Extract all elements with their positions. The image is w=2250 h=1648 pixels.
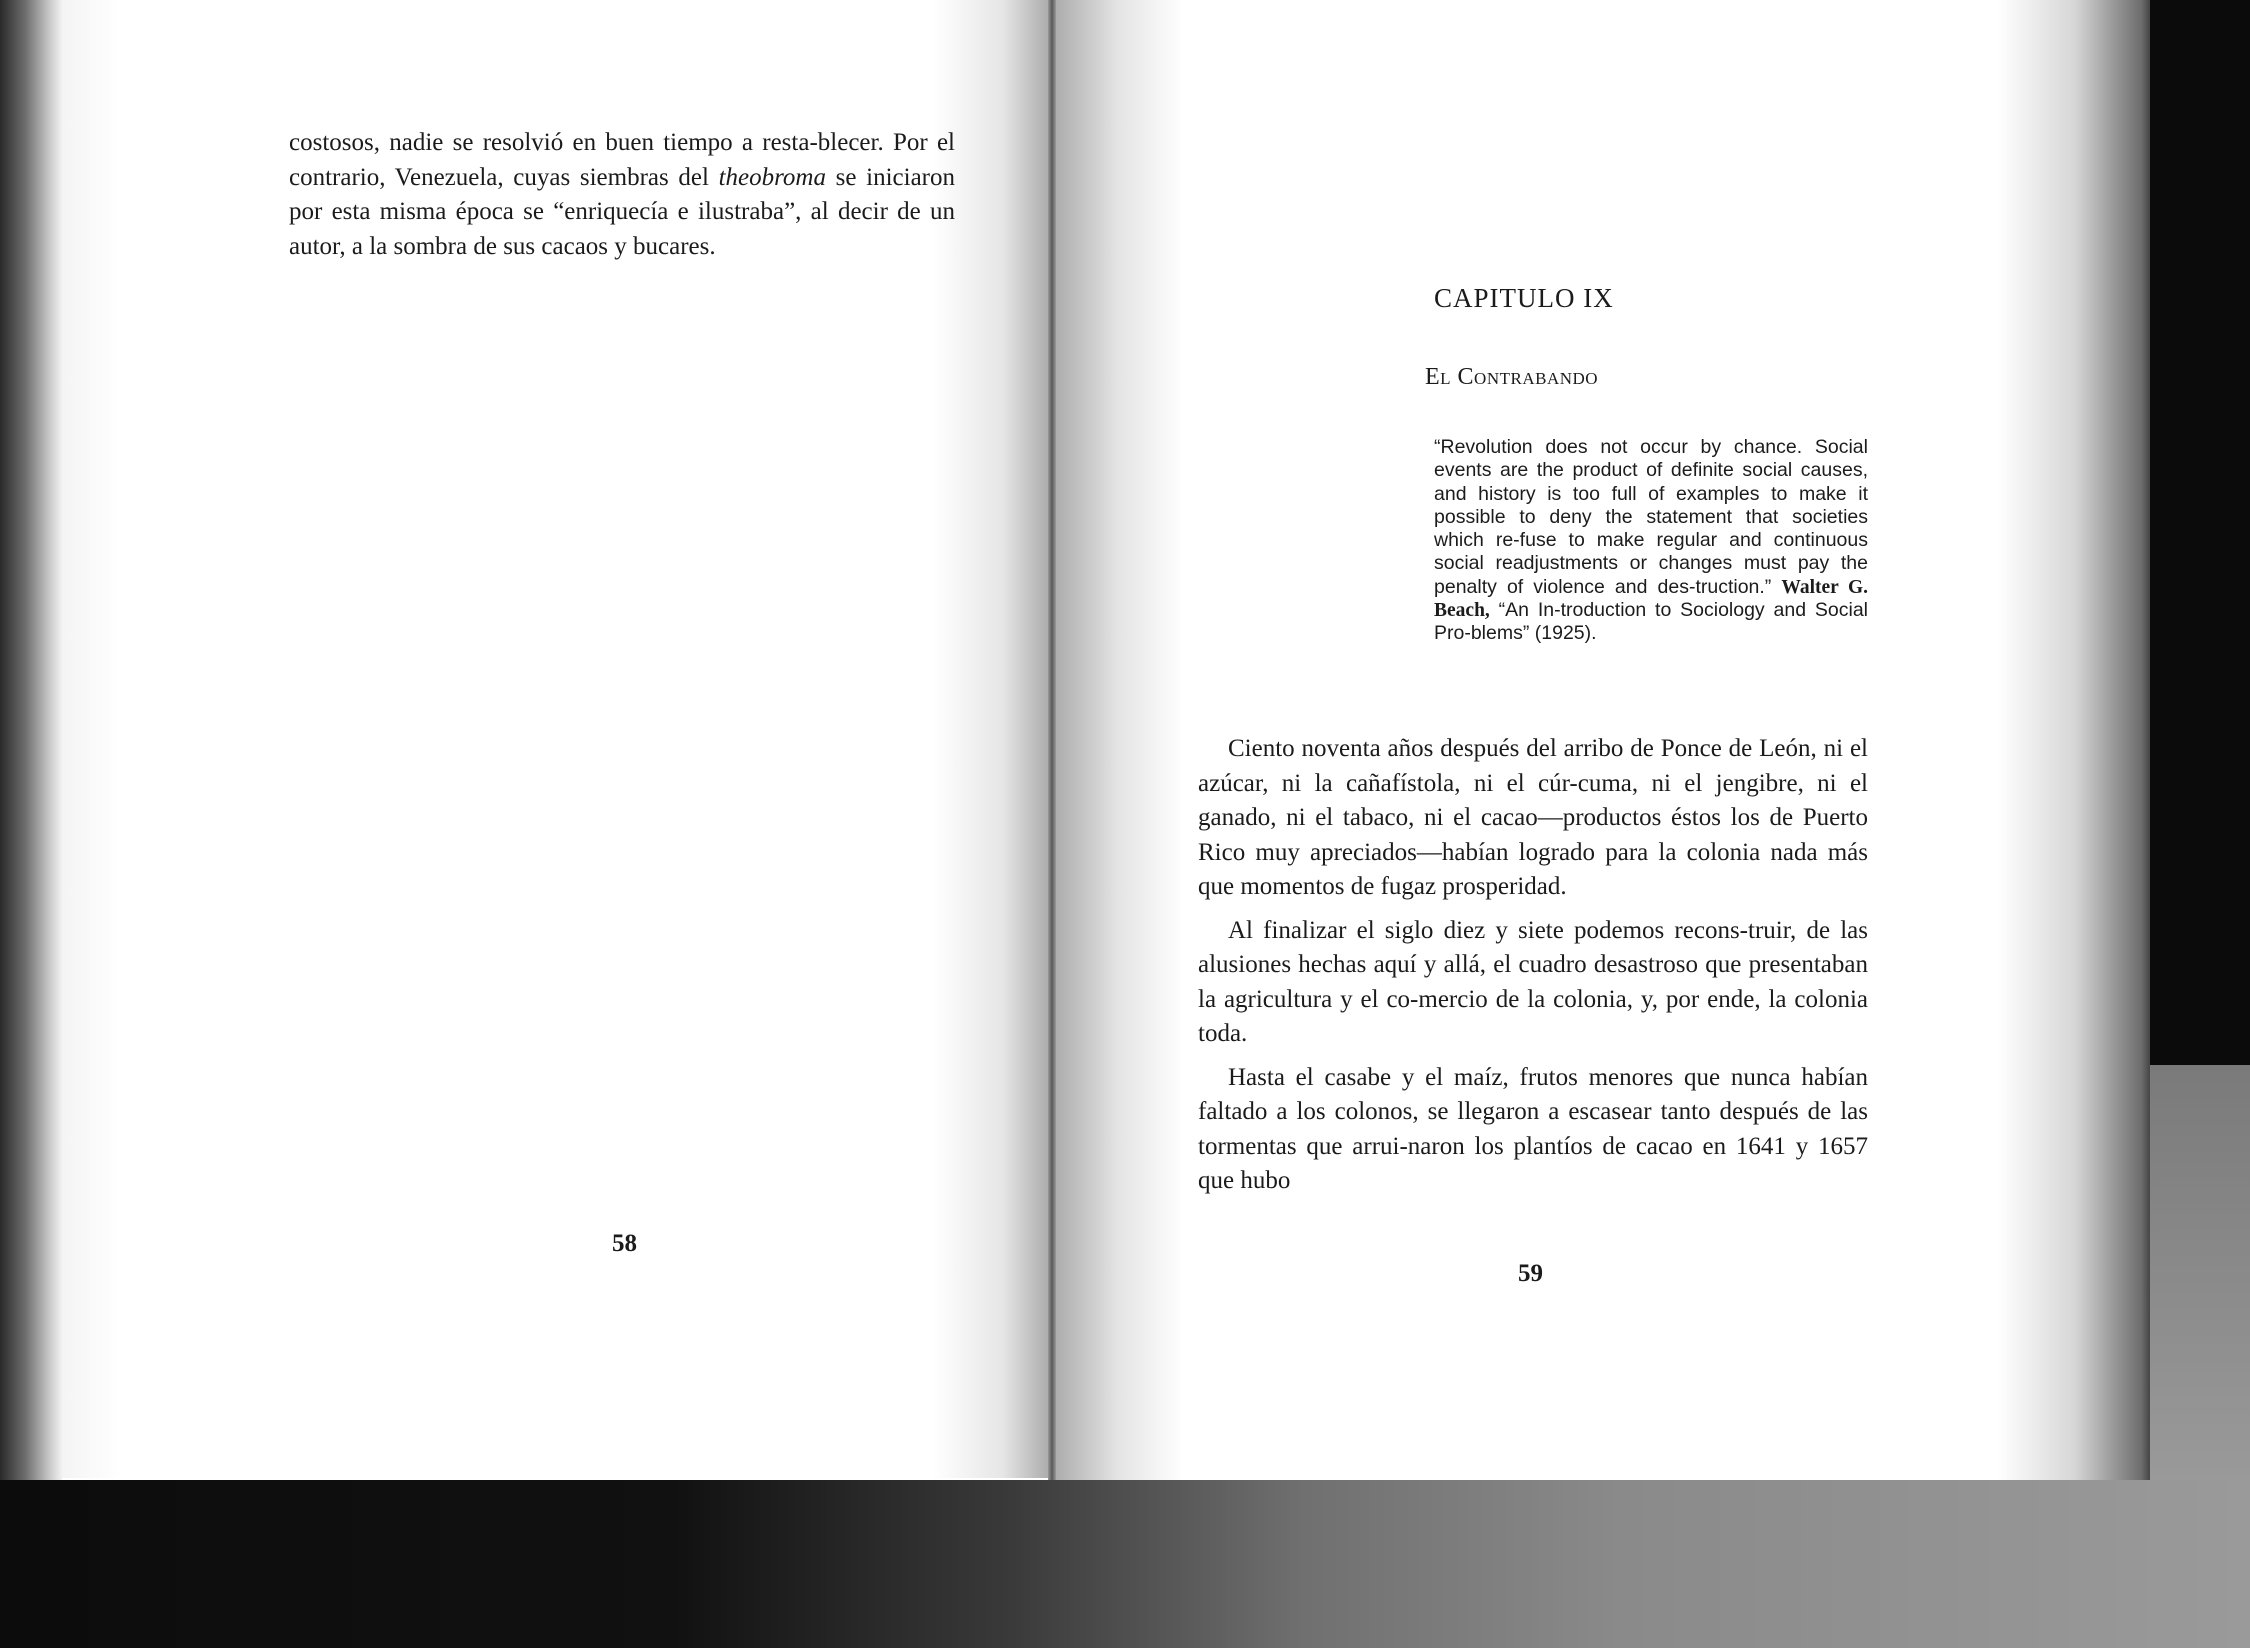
bottom-shadow <box>0 1480 2250 1648</box>
background-surface <box>2150 1065 2250 1485</box>
right-page-body <box>1198 732 1868 1208</box>
body-paragraph-3: Hasta el casabe y el maíz, frutos menores que nunca habían faltado a los colonos, se llegaron a escasear tanto después de las tormentas que arrui-naron los plantíos de cacao en 1641 y 1657 que hubo <box>1198 1063 1868 1194</box>
book-gutter <box>1048 0 1056 1495</box>
page-number-right: 59 <box>1518 1260 1543 1287</box>
body-paragraph-2: Al finalizar el siglo diez y siete podemos recons-truir, de las alusiones hechas aquí y allá, el cuadro desastroso que presentaban la agricultura y el co-mercio de la colonia, y, por ende, la colonia toda. <box>1198 916 1868 1047</box>
epigraph <box>1434 436 1868 646</box>
epigraph-quote: “Revolution does not occur by chance. Social events are the product of definite social causes, and history is too full of examples to make it possible to deny the statement that societies which re-fuse to make regular and continuous social readjustments or changes must pay the penalty of violence and des-truction.” <box>1434 436 1868 598</box>
body-paragraph-1: Ciento noventa años después del arribo de Ponce de León, ni el azúcar, ni la cañafístola, ni el cúr-cuma, ni el jengibre, ni el ganado, ni el tabaco, ni el cacao—productos éstos los de Puerto Rico muy apreciados—habían logrado para la colonia nada más que momentos de fugaz prosperidad. <box>1198 735 1868 900</box>
page-stack-left-edge <box>0 0 62 1490</box>
epigraph-source: “An In-troduction to Sociology and Social Pro-blems” (1925). <box>1434 599 1868 645</box>
page-stack-right-edge <box>2150 0 2250 1065</box>
chapter-subtitle: El Contrabando <box>1425 364 1599 390</box>
left-paragraph: costosos, nadie se resolvió en buen tiempo a resta-blecer. Por el contrario, Venezuela, cuyas siembras del theobroma se iniciaron por esta misma época se “enriquecía e ilustraba”, al decir de un autor, a la sombra de sus cacaos y bucares. <box>289 129 955 260</box>
chapter-title: CAPITULO IX <box>1434 283 1614 313</box>
page-number-left: 58 <box>612 1230 637 1257</box>
left-page-body <box>289 126 955 264</box>
italic-term: theobroma <box>718 163 826 191</box>
epigraph-author: Walter G. Beach, <box>1434 576 1869 622</box>
